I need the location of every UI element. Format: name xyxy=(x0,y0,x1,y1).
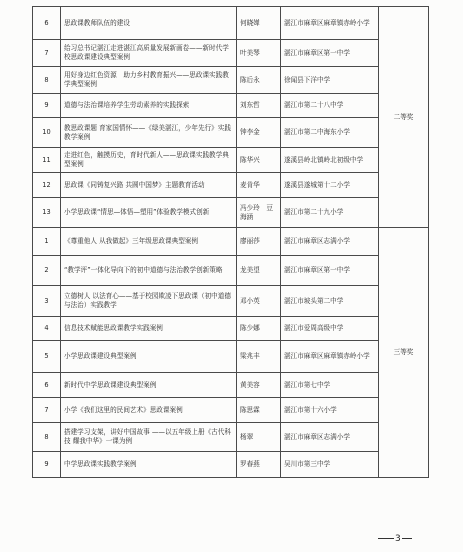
award-author: 邓小英 xyxy=(237,286,281,317)
award-unit: 徐闻县下洋中学 xyxy=(281,67,379,94)
award-number: 2 xyxy=(33,256,61,286)
award-unit: 湛江市第七中学 xyxy=(281,373,379,398)
table-row xyxy=(33,341,429,373)
page-number-dash xyxy=(378,538,394,539)
award-title: “教学评”一体化导向下的初中道德与法治教学创新策略 xyxy=(61,256,237,286)
award-author: 陈后永 xyxy=(237,67,281,94)
award-unit: 遂溪县岭北镇岭北初级中学 xyxy=(281,148,379,173)
prize-level: 二等奖 xyxy=(379,7,429,228)
table-row xyxy=(33,67,429,94)
award-unit: 湛江市第二十九小学 xyxy=(281,198,379,228)
award-number: 8 xyxy=(33,423,61,452)
award-number: 9 xyxy=(33,452,61,478)
award-number: 7 xyxy=(33,40,61,67)
table-row xyxy=(33,40,429,67)
table-row xyxy=(33,173,429,198)
award-number: 3 xyxy=(33,286,61,317)
award-number: 13 xyxy=(33,198,61,228)
table-row xyxy=(33,317,429,341)
award-title: 中学思政课实践教学案例 xyxy=(61,452,237,478)
award-author: 杨翠 xyxy=(237,423,281,452)
table-row xyxy=(33,398,429,423)
page-number-value: 3 xyxy=(395,534,401,544)
award-number: 10 xyxy=(33,118,61,148)
award-author: 陈少娜 xyxy=(237,317,281,341)
awards-table-body xyxy=(33,7,429,478)
award-title: 给习总书记湛江走进湛江高质量发展新画卷——新时代学校思政课建设典型案例 xyxy=(61,40,237,67)
prize-level: 三等奖 xyxy=(379,228,429,478)
table-row xyxy=(33,7,429,40)
award-author: 麦肯华 xyxy=(237,173,281,198)
award-unit: 湛江市爱周高级中学 xyxy=(281,317,379,341)
award-author: 黄美容 xyxy=(237,373,281,398)
award-author: 梁兆丰 xyxy=(237,341,281,373)
award-number: 4 xyxy=(33,317,61,341)
award-title: 搭建学习支架，讲好中国故事 ——以五年级上册《古代科技 耀我中华》一课为例 xyxy=(61,423,237,452)
award-title: 道德与法治课培养学生劳动素养的实践探索 xyxy=(61,94,237,118)
award-number: 5 xyxy=(33,341,61,373)
award-author: 冯少玲 豆海涵 xyxy=(237,198,281,228)
awards-table xyxy=(32,6,429,478)
award-unit: 湛江市麻章区志满小学 xyxy=(281,423,379,452)
award-unit: 湛江市坡头第二中学 xyxy=(281,286,379,317)
award-unit: 遂溪县遂城第十二小学 xyxy=(281,173,379,198)
table-row xyxy=(33,286,429,317)
award-title: 用好身边红色资源 助力乡村教育振兴——思政课实践教学典型案例 xyxy=(61,67,237,94)
award-number: 9 xyxy=(33,94,61,118)
award-number: 6 xyxy=(33,7,61,40)
award-title: 思政课教师队伍的建设 xyxy=(61,7,237,40)
award-unit: 吴川市第三中学 xyxy=(281,452,379,478)
table-row xyxy=(33,118,429,148)
award-title: 信息技术赋能思政课教学实践案例 xyxy=(61,317,237,341)
table-row xyxy=(33,148,429,173)
award-author: 龙美望 xyxy=(237,256,281,286)
award-unit: 湛江市第二中海东小学 xyxy=(281,118,379,148)
award-unit: 湛江市麻章区第一中学 xyxy=(281,256,379,286)
award-number: 8 xyxy=(33,67,61,94)
award-unit: 湛江市麻章区麻章镇赤岭小学 xyxy=(281,7,379,40)
award-unit: 湛江市麻章区麻章镇赤岭小学 xyxy=(281,341,379,373)
award-title: 小学思政课建设典型案例 xyxy=(61,341,237,373)
table-row xyxy=(33,373,429,398)
award-number: 7 xyxy=(33,398,61,423)
table-row xyxy=(33,452,429,478)
award-title: 走进红色，触摸历史，育时代新人——思政课实践教学典型案例 xyxy=(61,148,237,173)
award-title: 小学思政课“情思—体悟—塑用”体验教学模式创新 xyxy=(61,198,237,228)
award-author: 陈华兴 xyxy=(237,148,281,173)
award-title: 教思政课题 育家国情怀——《绿美湛江，少年先行》实践教学案例 xyxy=(61,118,237,148)
award-title: 立德树人 以法育心——基于校园欺凌下思政课（初中道德与法治）实践教学 xyxy=(61,286,237,317)
award-author: 刘东哲 xyxy=(237,94,281,118)
award-number: 6 xyxy=(33,373,61,398)
award-author: 叶美琴 xyxy=(237,40,281,67)
table-row xyxy=(33,198,429,228)
award-author: 陈思霖 xyxy=(237,398,281,423)
award-number: 11 xyxy=(33,148,61,173)
award-unit: 湛江市第十六小学 xyxy=(281,398,379,423)
award-title: 新时代中学思政课建设典型案例 xyxy=(61,373,237,398)
table-row xyxy=(33,94,429,118)
award-number: 12 xyxy=(33,173,61,198)
award-author: 钟李金 xyxy=(237,118,281,148)
award-author: 罗春燕 xyxy=(237,452,281,478)
award-unit: 湛江市麻章区志满小学 xyxy=(281,228,379,256)
table-row xyxy=(33,256,429,286)
award-author: 廖丽莎 xyxy=(237,228,281,256)
award-title: 思政课《同铸复兴路 共圆中国梦》主题教育活动 xyxy=(61,173,237,198)
page-number-dash xyxy=(402,538,412,539)
award-title: 《尊重他人 从我做起》三年级思政课典型案例 xyxy=(61,228,237,256)
award-unit: 湛江市第二十八中学 xyxy=(281,94,379,118)
table-row xyxy=(33,423,429,452)
award-unit: 湛江市麻章区第一中学 xyxy=(281,40,379,67)
award-number: 1 xyxy=(33,228,61,256)
page-number xyxy=(378,534,412,544)
award-title: 小学《我们这里的民间艺术》思政课案例 xyxy=(61,398,237,423)
award-author: 何晓婵 xyxy=(237,7,281,40)
table-row xyxy=(33,228,429,256)
